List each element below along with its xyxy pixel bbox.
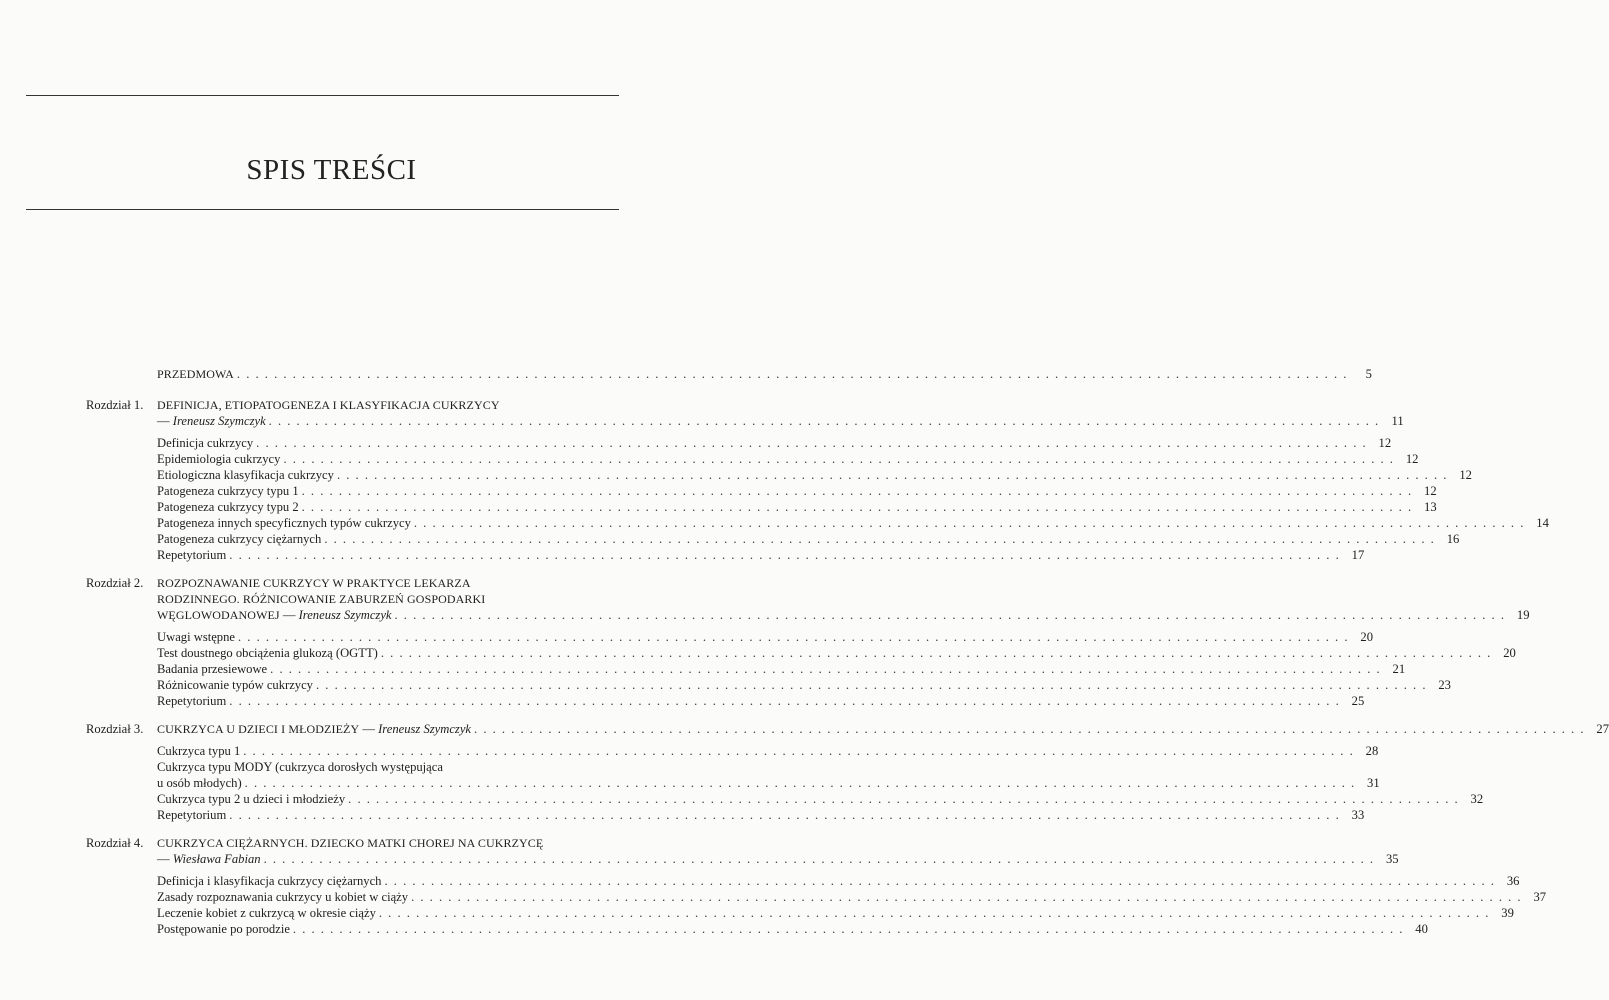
chapter-author: Wiesława Fabian [172,852,261,866]
top-rule [26,95,619,96]
toc-entry[interactable]: Cukrzyca typu MODY (cukrzyca dorosłych występująca [157,760,443,774]
leader-dots: . . . . . . . . . . . . . . . . . . . . . . . . . . . . . . . . . . . . . . . . . . . . . . . . . . . . . . . . . . . . . . . . . . . . . . . . . . . . . . . . . . . . . . . . . . . . . . . . . . . . . . . . . . . . . . . . . . . . . . . . [263,852,1375,866]
leader-dots: . . . . . . . . . . . . . . . . . . . . . . . . . . . . . . . . . . . . . . . . . . . . . . . . . . . . . . . . . . . . . . . . . . . . . . . . . . . . . . . . . . . . . . . . . . . . . . . . . . . . . . . . . . . . . . . . . . . . . . . . [380,646,1492,660]
preface-label: PRZEDMOWA [157,367,234,381]
leader-dots: . . . . . . . . . . . . . . . . . . . . . . . . . . . . . . . . . . . . . . . . . . . . . . . . . . . . . . . . . . . . . . . . . . . . . . . . . . . . . . . . . . . . . . . . . . . . . . . . . . . . . . . . . . . . . . . . . . . . . . . . [315,678,1427,692]
leader-dots: . . . . . . . . . . . . . . . . . . . . . . . . . . . . . . . . . . . . . . . . . . . . . . . . . . . . . . . . . . . . . . . . . . . . . . . . . . . . . . . . . . . . . . . . . . . . . . . . . . . . . . . . . . . . . . . . . . . . . . . . [384,874,1496,888]
toc-entry[interactable]: Etiologiczna klasyfikacja cukrzycy . . . . . . . . . . . . . . . . . . . . . . . . . . . . . . . . . . . . . . . . . . . . . . . . . . . . . . . . . . . . . . . . . . . . . . . . . . . . . . . . . . . . . . . . . . . . . . . . . . . . . . . . . . . . . . . . . . . . . . . . 12 [157,468,1472,482]
page-title: SPIS TREŚCI [246,154,417,187]
leader-dots: . . . . . . . . . . . . . . . . . . . . . . . . . . . . . . . . . . . . . . . . . . . . . . . . . . . . . . . . . . . . . . . . . . . . . . . . . . . . . . . . . . . . . . . . . . . . . . . . . . . . . . . . . . . . . . . . . . . . . . . . [378,906,1490,920]
table-of-contents [0,366,1609,937]
toc-entry[interactable]: Różnicowanie typów cukrzycy . . . . . . . . . . . . . . . . . . . . . . . . . . . . . . . . . . . . . . . . . . . . . . . . . . . . . . . . . . . . . . . . . . . . . . . . . . . . . . . . . . . . . . . . . . . . . . . . . . . . . . . . . . . . . . . . . . . . . . . . 23 [157,678,1451,692]
chapter-heading[interactable]: CUKRZYCA CIĘŻARNYCH. DZIECKO MATKI CHOREJ NA CUKRZYCĘ [157,836,544,850]
toc-entry[interactable]: Patogeneza innych specyficznych typów cukrzycy . . . . . . . . . . . . . . . . . . . . . . . . . . . . . . . . . . . . . . . . . . . . . . . . . . . . . . . . . . . . . . . . . . . . . . . . . . . . . . . . . . . . . . . . . . . . . . . . . . . . . . . . . . . . . . . . . . . . . . . . 14 [157,516,1549,530]
chapter-label: Rozdział 2. [86,576,144,590]
chapter-author-line[interactable]: — Ireneusz Szymczyk . . . . . . . . . . . . . . . . . . . . . . . . . . . . . . . . . . . . . . . . . . . . . . . . . . . . . . . . . . . . . . . . . . . . . . . . . . . . . . . . . . . . . . . . . . . . . . . . . . . . . . . . . . . . . . . . . . . . . . . . 11 [157,414,1404,428]
toc-entry[interactable]: Postępowanie po porodzie . . . . . . . . . . . . . . . . . . . . . . . . . . . . . . . . . . . . . . . . . . . . . . . . . . . . . . . . . . . . . . . . . . . . . . . . . . . . . . . . . . . . . . . . . . . . . . . . . . . . . . . . . . . . . . . . . . . . . . . . 40 [157,922,1428,936]
chapter-author-line[interactable]: CUKRZYCA U DZIECI I MŁODZIEŻY — Ireneusz Szymczyk . . . . . . . . . . . . . . . . . . . . . . . . . . . . . . . . . . . . . . . . . . . . . . . . . . . . . . . . . . . . . . . . . . . . . . . . . . . . . . . . . . . . . . . . . . . . . . . . . . . . . . . . . . . . . . . . . . . . . . . . 27 [157,722,1609,736]
chapter-author: Ireneusz Szymczyk [298,608,392,622]
leader-dots: . . . . . . . . . . . . . . . . . . . . . . . . . . . . . . . . . . . . . . . . . . . . . . . . . . . . . . . . . . . . . . . . . . . . . . . . . . . . . . . . . . . . . . . . . . . . . . . . . . . . . . . . . . . . . . . . . . . . . . . . [292,922,1404,936]
toc-entry[interactable]: Test doustnego obciążenia glukozą (OGTT) . . . . . . . . . . . . . . . . . . . . . . . . . . . . . . . . . . . . . . . . . . . . . . . . . . . . . . . . . . . . . . . . . . . . . . . . . . . . . . . . . . . . . . . . . . . . . . . . . . . . . . . . . . . . . . . . . . . . . . . . 20 [157,646,1516,660]
toc-entry[interactable]: Uwagi wstępne . . . . . . . . . . . . . . . . . . . . . . . . . . . . . . . . . . . . . . . . . . . . . . . . . . . . . . . . . . . . . . . . . . . . . . . . . . . . . . . . . . . . . . . . . . . . . . . . . . . . . . . . . . . . . . . . . . . . . . . . 20 [157,630,1373,644]
bottom-rule [26,209,619,210]
toc-entry[interactable]: Epidemiologia cukrzycy . . . . . . . . . . . . . . . . . . . . . . . . . . . . . . . . . . . . . . . . . . . . . . . . . . . . . . . . . . . . . . . . . . . . . . . . . . . . . . . . . . . . . . . . . . . . . . . . . . . . . . . . . . . . . . . . . . . . . . . . 12 [157,452,1419,466]
chapter-author: Ireneusz Szymczyk [172,414,266,428]
toc-entry[interactable]: Patogeneza cukrzycy typu 1 . . . . . . . . . . . . . . . . . . . . . . . . . . . . . . . . . . . . . . . . . . . . . . . . . . . . . . . . . . . . . . . . . . . . . . . . . . . . . . . . . . . . . . . . . . . . . . . . . . . . . . . . . . . . . . . . . . . . . . . . 12 [157,484,1437,498]
chapter-heading[interactable]: RODZINNEGO. RÓŻNICOWANIE ZABURZEŃ GOSPODARKI [157,592,486,606]
toc-preface[interactable] [157,366,1372,382]
leader-dots: . . . . . . . . . . . . . . . . . . . . . . . . . . . . . . . . . . . . . . . . . . . . . . . . . . . . . . . . . . . . . . . . . . . . . . . . . . . . . . . . . . . . . . . . . . . . . . . . . . . . . . . . . . . . . . . . . . . . . . . . [229,694,1341,708]
toc-entry[interactable]: Repetytorium . . . . . . . . . . . . . . . . . . . . . . . . . . . . . . . . . . . . . . . . . . . . . . . . . . . . . . . . . . . . . . . . . . . . . . . . . . . . . . . . . . . . . . . . . . . . . . . . . . . . . . . . . . . . . . . . . . . . . . . . 17 [157,548,1365,562]
leader-dots: . . . . . . . . . . . . . . . . . . . . . . . . . . . . . . . . . . . . . . . . . . . . . . . . . . . . . . . . . . . . . . . . . . . . . . . . . . . . . . . . . . . . . . . . . . . . . . . . . . . . . . . . . . . . . . . . . . . . . . . . [236,367,1348,381]
leader-dots: . . . . . . . . . . . . . . . . . . . . . . . . . . . . . . . . . . . . . . . . . . . . . . . . . . . . . . . . . . . . . . . . . . . . . . . . . . . . . . . . . . . . . . . . . . . . . . . . . . . . . . . . . . . . . . . . . . . . . . . . [394,608,1506,622]
chapter-page: 35 [1385,852,1399,866]
toc-entry[interactable]: Definicja cukrzycy . . . . . . . . . . . . . . . . . . . . . . . . . . . . . . . . . . . . . . . . . . . . . . . . . . . . . . . . . . . . . . . . . . . . . . . . . . . . . . . . . . . . . . . . . . . . . . . . . . . . . . . . . . . . . . . . . . . . . . . . 12 [157,436,1392,450]
chapter-page: 19 [1516,608,1530,622]
leader-dots: . . . . . . . . . . . . . . . . . . . . . . . . . . . . . . . . . . . . . . . . . . . . . . . . . . . . . . . . . . . . . . . . . . . . . . . . . . . . . . . . . . . . . . . . . . . . . . . . . . . . . . . . . . . . . . . . . . . . . . . . [283,452,1395,466]
leader-dots: . . . . . . . . . . . . . . . . . . . . . . . . . . . . . . . . . . . . . . . . . . . . . . . . . . . . . . . . . . . . . . . . . . . . . . . . . . . . . . . . . . . . . . . . . . . . . . . . . . . . . . . . . . . . . . . . . . . . . . . . [336,468,1448,482]
chapter-4 [0,835,1547,937]
toc-entry[interactable]: Repetytorium . . . . . . . . . . . . . . . . . . . . . . . . . . . . . . . . . . . . . . . . . . . . . . . . . . . . . . . . . . . . . . . . . . . . . . . . . . . . . . . . . . . . . . . . . . . . . . . . . . . . . . . . . . . . . . . . . . . . . . . . 25 [157,694,1365,708]
chapter-page: 11 [1391,414,1404,428]
leader-dots: . . . . . . . . . . . . . . . . . . . . . . . . . . . . . . . . . . . . . . . . . . . . . . . . . . . . . . . . . . . . . . . . . . . . . . . . . . . . . . . . . . . . . . . . . . . . . . . . . . . . . . . . . . . . . . . . . . . . . . . . [413,516,1525,530]
leader-dots: . . . . . . . . . . . . . . . . . . . . . . . . . . . . . . . . . . . . . . . . . . . . . . . . . . . . . . . . . . . . . . . . . . . . . . . . . . . . . . . . . . . . . . . . . . . . . . . . . . . . . . . . . . . . . . . . . . . . . . . . [348,792,1460,806]
chapter-page: 27 [1596,722,1609,736]
toc-entry-continued[interactable]: u osób młodych) . . . . . . . . . . . . . . . . . . . . . . . . . . . . . . . . . . . . . . . . . . . . . . . . . . . . . . . . . . . . . . . . . . . . . . . . . . . . . . . . . . . . . . . . . . . . . . . . . . . . . . . . . . . . . . . . . . . . . . . . 31 [157,776,1380,790]
leader-dots: . . . . . . . . . . . . . . . . . . . . . . . . . . . . . . . . . . . . . . . . . . . . . . . . . . . . . . . . . . . . . . . . . . . . . . . . . . . . . . . . . . . . . . . . . . . . . . . . . . . . . . . . . . . . . . . . . . . . . . . . [244,776,1356,790]
toc-entry[interactable]: Definicja i klasyfikacja cukrzycy ciężarnych . . . . . . . . . . . . . . . . . . . . . . . . . . . . . . . . . . . . . . . . . . . . . . . . . . . . . . . . . . . . . . . . . . . . . . . . . . . . . . . . . . . . . . . . . . . . . . . . . . . . . . . . . . . . . . . . . . . . . . . . 36 [157,874,1520,888]
leader-dots: . . . . . . . . . . . . . . . . . . . . . . . . . . . . . . . . . . . . . . . . . . . . . . . . . . . . . . . . . . . . . . . . . . . . . . . . . . . . . . . . . . . . . . . . . . . . . . . . . . . . . . . . . . . . . . . . . . . . . . . . [301,500,1413,514]
leader-dots: . . . . . . . . . . . . . . . . . . . . . . . . . . . . . . . . . . . . . . . . . . . . . . . . . . . . . . . . . . . . . . . . . . . . . . . . . . . . . . . . . . . . . . . . . . . . . . . . . . . . . . . . . . . . . . . . . . . . . . . . [411,890,1523,904]
toc-entry[interactable]: Badania przesiewowe . . . . . . . . . . . . . . . . . . . . . . . . . . . . . . . . . . . . . . . . . . . . . . . . . . . . . . . . . . . . . . . . . . . . . . . . . . . . . . . . . . . . . . . . . . . . . . . . . . . . . . . . . . . . . . . . . . . . . . . . 21 [157,662,1406,676]
chapter-1 [0,397,1549,563]
toc-entry[interactable]: Zasady rozpoznawania cukrzycy u kobiet w ciąży . . . . . . . . . . . . . . . . . . . . . . . . . . . . . . . . . . . . . . . . . . . . . . . . . . . . . . . . . . . . . . . . . . . . . . . . . . . . . . . . . . . . . . . . . . . . . . . . . . . . . . . . . . . . . . . . . . . . . . . . 37 [157,890,1547,904]
chapter-author-line[interactable]: WĘGLOWODANOWEJ — Ireneusz Szymczyk . . . . . . . . . . . . . . . . . . . . . . . . . . . . . . . . . . . . . . . . . . . . . . . . . . . . . . . . . . . . . . . . . . . . . . . . . . . . . . . . . . . . . . . . . . . . . . . . . . . . . . . . . . . . . . . . . . . . . . . . 19 [157,608,1530,622]
preface-page: 5 [1365,367,1372,381]
leader-dots: . . . . . . . . . . . . . . . . . . . . . . . . . . . . . . . . . . . . . . . . . . . . . . . . . . . . . . . . . . . . . . . . . . . . . . . . . . . . . . . . . . . . . . . . . . . . . . . . . . . . . . . . . . . . . . . . . . . . . . . . [268,414,1380,428]
chapter-label: Rozdział 1. [86,398,144,412]
leader-dots: . . . . . . . . . . . . . . . . . . . . . . . . . . . . . . . . . . . . . . . . . . . . . . . . . . . . . . . . . . . . . . . . . . . . . . . . . . . . . . . . . . . . . . . . . . . . . . . . . . . . . . . . . . . . . . . . . . . . . . . . [256,436,1368,450]
toc-entry[interactable]: Cukrzyca typu 1 . . . . . . . . . . . . . . . . . . . . . . . . . . . . . . . . . . . . . . . . . . . . . . . . . . . . . . . . . . . . . . . . . . . . . . . . . . . . . . . . . . . . . . . . . . . . . . . . . . . . . . . . . . . . . . . . . . . . . . . . 28 [157,744,1379,758]
leader-dots: . . . . . . . . . . . . . . . . . . . . . . . . . . . . . . . . . . . . . . . . . . . . . . . . . . . . . . . . . . . . . . . . . . . . . . . . . . . . . . . . . . . . . . . . . . . . . . . . . . . . . . . . . . . . . . . . . . . . . . . . [324,532,1436,546]
leader-dots: . . . . . . . . . . . . . . . . . . . . . . . . . . . . . . . . . . . . . . . . . . . . . . . . . . . . . . . . . . . . . . . . . . . . . . . . . . . . . . . . . . . . . . . . . . . . . . . . . . . . . . . . . . . . . . . . . . . . . . . . [229,548,1341,562]
leader-dots: . . . . . . . . . . . . . . . . . . . . . . . . . . . . . . . . . . . . . . . . . . . . . . . . . . . . . . . . . . . . . . . . . . . . . . . . . . . . . . . . . . . . . . . . . . . . . . . . . . . . . . . . . . . . . . . . . . . . . . . . [243,744,1355,758]
leader-dots: . . . . . . . . . . . . . . . . . . . . . . . . . . . . . . . . . . . . . . . . . . . . . . . . . . . . . . . . . . . . . . . . . . . . . . . . . . . . . . . . . . . . . . . . . . . . . . . . . . . . . . . . . . . . . . . . . . . . . . . . [474,722,1585,736]
chapter-author: Ireneusz Szymczyk [378,722,472,736]
chapter-label: Rozdział 4. [86,836,144,850]
chapter-label: Rozdział 3. [86,722,144,736]
leader-dots: . . . . . . . . . . . . . . . . . . . . . . . . . . . . . . . . . . . . . . . . . . . . . . . . . . . . . . . . . . . . . . . . . . . . . . . . . . . . . . . . . . . . . . . . . . . . . . . . . . . . . . . . . . . . . . . . . . . . . . . . [238,630,1349,644]
chapter-2 [0,575,1530,709]
leader-dots: . . . . . . . . . . . . . . . . . . . . . . . . . . . . . . . . . . . . . . . . . . . . . . . . . . . . . . . . . . . . . . . . . . . . . . . . . . . . . . . . . . . . . . . . . . . . . . . . . . . . . . . . . . . . . . . . . . . . . . . . [301,484,1413,498]
chapter-heading[interactable]: DEFINICJA, ETIOPATOGENEZA I KLASYFIKACJA CUKRZYCY [157,398,500,412]
toc-entry[interactable]: Cukrzyca typu 2 u dzieci i młodzieży . . . . . . . . . . . . . . . . . . . . . . . . . . . . . . . . . . . . . . . . . . . . . . . . . . . . . . . . . . . . . . . . . . . . . . . . . . . . . . . . . . . . . . . . . . . . . . . . . . . . . . . . . . . . . . . . . . . . . . . . 32 [157,792,1484,806]
toc-entry[interactable]: Leczenie kobiet z cukrzycą w okresie ciąży . . . . . . . . . . . . . . . . . . . . . . . . . . . . . . . . . . . . . . . . . . . . . . . . . . . . . . . . . . . . . . . . . . . . . . . . . . . . . . . . . . . . . . . . . . . . . . . . . . . . . . . . . . . . . . . . . . . . . . . . 39 [157,906,1514,920]
leader-dots: . . . . . . . . . . . . . . . . . . . . . . . . . . . . . . . . . . . . . . . . . . . . . . . . . . . . . . . . . . . . . . . . . . . . . . . . . . . . . . . . . . . . . . . . . . . . . . . . . . . . . . . . . . . . . . . . . . . . . . . . [270,662,1382,676]
toc-entry[interactable]: Patogeneza cukrzycy typu 2 . . . . . . . . . . . . . . . . . . . . . . . . . . . . . . . . . . . . . . . . . . . . . . . . . . . . . . . . . . . . . . . . . . . . . . . . . . . . . . . . . . . . . . . . . . . . . . . . . . . . . . . . . . . . . . . . . . . . . . . . 13 [157,500,1437,514]
toc-entry[interactable]: Repetytorium . . . . . . . . . . . . . . . . . . . . . . . . . . . . . . . . . . . . . . . . . . . . . . . . . . . . . . . . . . . . . . . . . . . . . . . . . . . . . . . . . . . . . . . . . . . . . . . . . . . . . . . . . . . . . . . . . . . . . . . . 33 [157,808,1365,822]
chapter-3 [0,721,1609,823]
leader-dots: . . . . . . . . . . . . . . . . . . . . . . . . . . . . . . . . . . . . . . . . . . . . . . . . . . . . . . . . . . . . . . . . . . . . . . . . . . . . . . . . . . . . . . . . . . . . . . . . . . . . . . . . . . . . . . . . . . . . . . . . [229,808,1341,822]
chapter-author-line[interactable]: — Wiesława Fabian . . . . . . . . . . . . . . . . . . . . . . . . . . . . . . . . . . . . . . . . . . . . . . . . . . . . . . . . . . . . . . . . . . . . . . . . . . . . . . . . . . . . . . . . . . . . . . . . . . . . . . . . . . . . . . . . . . . . . . . . 35 [157,852,1399,866]
chapter-heading[interactable]: ROZPOZNAWANIE CUKRZYCY W PRAKTYCE LEKARZA [157,576,471,590]
toc-entry[interactable]: Patogeneza cukrzycy ciężarnych . . . . . . . . . . . . . . . . . . . . . . . . . . . . . . . . . . . . . . . . . . . . . . . . . . . . . . . . . . . . . . . . . . . . . . . . . . . . . . . . . . . . . . . . . . . . . . . . . . . . . . . . . . . . . . . . . . . . . . . . 16 [157,532,1460,546]
